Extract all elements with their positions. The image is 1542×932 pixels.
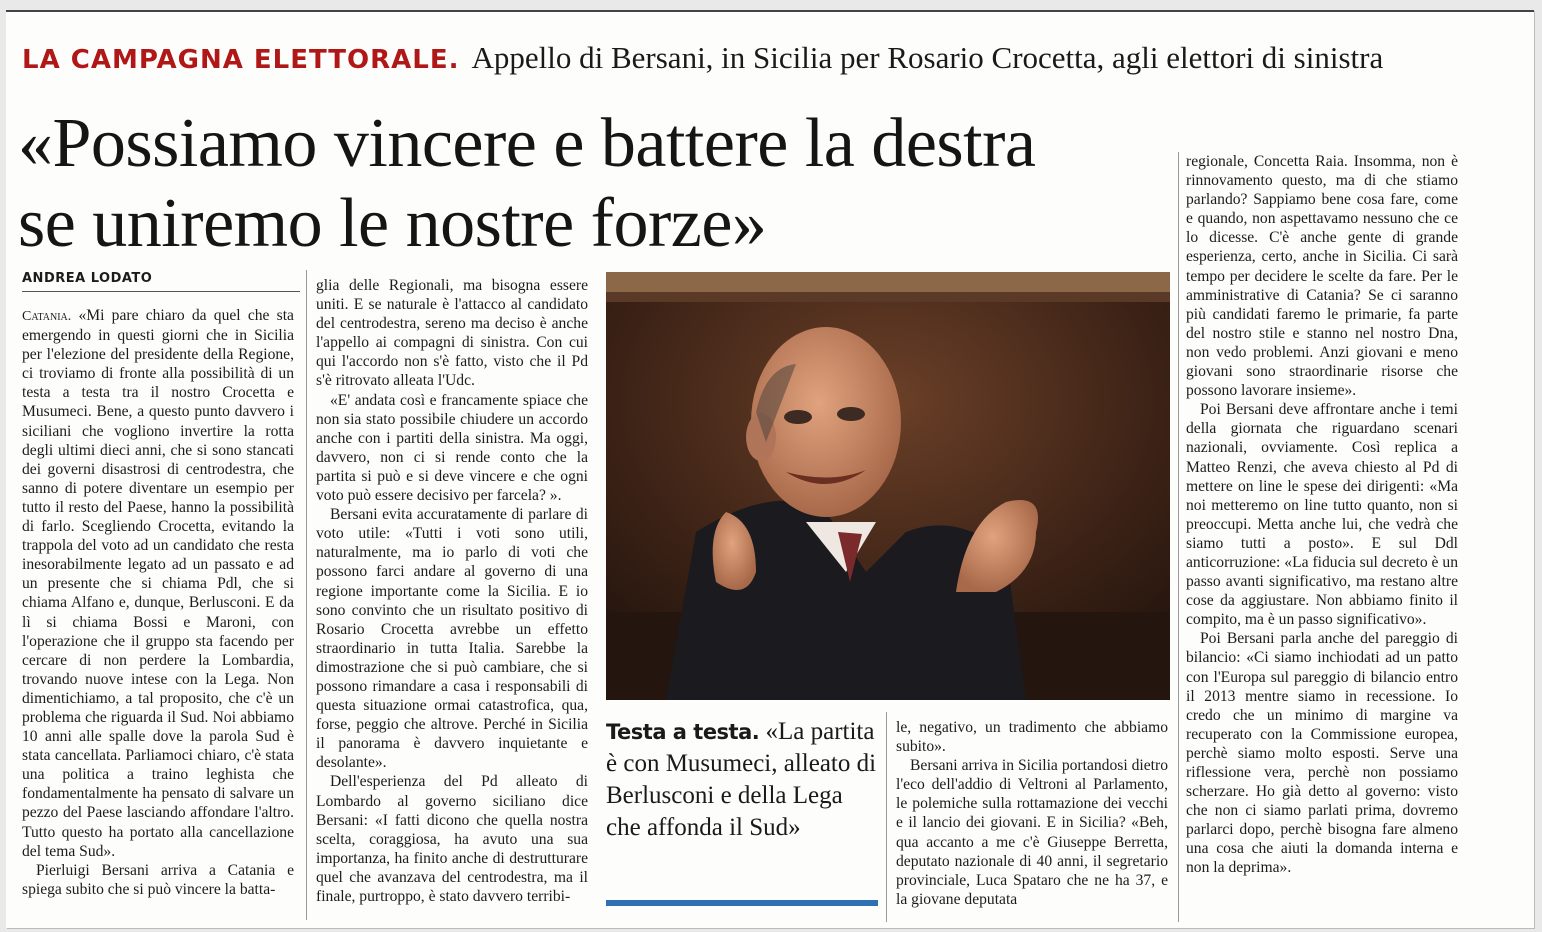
paragraph: Poi Bersani parla anche del pareggio di bilancio: «Ci siamo inchiodati ad un patto con l'Europa sul pareggio di bilancio entro il 2013 mentre siamo in recessione. Io credo che un minimo di margine va recuperato con la Commissione europea, perchè siamo molto esposti. Serve una riflessione vera, perchè non possiamo scherzare. Ho già detto al governo: visto che non ci siamo parlati prima, dovremo parlarci dopo, perchè bisogna fare almeno una cosa che aiuti la domanda interna e non la deprima». <box>1186 630 1458 877</box>
headline-line: «Possiamo vincere e battere la destra <box>18 105 1036 182</box>
column-divider <box>886 712 887 922</box>
text-column-4 <box>1186 152 1458 878</box>
byline: ANDREA LODATO <box>22 271 153 286</box>
paragraph-text: «Mi pare chiaro da quel che sta emergendo in questi giorni che in Sicilia per l'elezione del presidente della Regione, ci troviamo di fronte alla possibilità di un testa a testa tra il nostro Crocetta e Musumeci. Bene, a questo punto davvero i siciliani che vogliono invertire la rotta degli ultimi dieci anni, che si sono stancati dei governi disastrosi di centrodestra, che sanno di potere diventare un esempio per tutto il resto del Paese, hanno la possibilità di farlo. Scegliendo Crocetta, evitando la trappola del voto ad un candidato che resta inesorabilmente legato ad un passato e ad un presente che si chiama Pdl, che si chiama Alfano e, dunque, Berlusconi. E da lì si chiama Bossi e Maroni, con l'operazione che il gruppo sta facendo per cercare di non perdere la Lombardia, trovando nuove intese con la Lega. Non dimentichiamo, a tal proposito, che c'è un problema che riguarda il Sud. Noi abbiamo 10 anni alle spalle dove la parola Sud è stata cancellata. Parliamoci chiaro, c'è stata una politica a traino leghista che fondamentalmente ha pensato di salvare un pezzo del Paese lasciando affondare l'altro. Tutto questo ha portato alla cancellazione del tema Sud». <box>22 307 294 860</box>
paragraph <box>22 306 294 861</box>
caption-accent-bar <box>606 900 878 906</box>
paragraph: Bersani evita accuratamente di parlare di voto utile: «Tutti i voti sono utili, naturalmente, ma io parlo di voti che possono farci andare al governo di una regione importante come la Sicilia. E io sono convinto che un risultato positivo di Rosario Crocetta avrebbe un effetto straordinario in tutta Italia. Sarebbe la dimostrazione che si può cambiare, che si possono rimandare a casa i responsabili di questa situazione ormai catastrofica, qua, forse, peggio che altrove. Perché in Sicilia il panorama è davvero inquietante e desolante». <box>316 506 588 772</box>
text-column-2 <box>316 276 588 906</box>
column-divider <box>1178 152 1179 922</box>
byline-rule <box>22 291 300 292</box>
pierluigi-bersani-photo <box>606 272 1170 700</box>
paragraph: le, negativo, un tradimento che abbiamo subito». <box>896 719 1168 756</box>
text-column-1 <box>22 306 294 899</box>
paragraph: glia delle Regionali, ma bisogna essere uniti. E se naturale è l'attacco al candidato del centrodestra, sereno ma deciso è anche l'appello ai compagni di sinistra. Con cui qui l'accordo non s'è fatto, visto che il Pd s'è ritrovato alleata l'Udc. <box>316 277 588 390</box>
column-divider <box>306 270 307 920</box>
paragraph: «E' andata così e francamente spiace che non sia stato possibile chiudere un accordo anche con i partiti della sinistra. Ma oggi, davvero, non ci si rende conto che la partita si può e si deve vincere e che ogni voto può essere decisivo per farcela? ». <box>316 391 588 505</box>
section-kicker: LA CAMPAGNA ELETTORALE. <box>22 45 460 75</box>
caption-lead: Testa a testa. <box>606 720 760 744</box>
article-kicker <box>22 40 1383 76</box>
headline-line: se uniremo le nostre forze» <box>18 185 767 262</box>
caption-text: «La partita è con Musumeci, alleato di Berlusconi e della Lega che affonda il Sud» <box>606 718 877 841</box>
paragraph: Dell'esperienza del Pd alleato di Lombardo al governo siciliano dice Bersani: «I fatti dicono che quella nostra scelta, coraggiosa, ha avuto una sua importanza, ha finito anche di destrutturare quel che avanzava del centrodestra, ma il finale, purtroppo, è stato davvero terribi- <box>316 773 588 905</box>
article-subtitle: Appello di Bersani, in Sicilia per Rosario Crocetta, agli elettori di sinistra <box>471 40 1384 75</box>
dateline: Catania. <box>22 309 72 324</box>
article-headline <box>18 104 1188 264</box>
newspaper-page <box>6 10 1534 928</box>
photo-caption <box>606 716 878 844</box>
text-column-3 <box>896 718 1168 909</box>
paragraph: Pierluigi Bersani arriva a Catania e spiega subito che si può vincere la batta- <box>22 861 294 898</box>
paragraph: regionale, Concetta Raia. Insomma, non è rinnovamento questo, ma di che stiamo parlando? Sappiamo bene cosa fare, come e quando, non aspettavamo nessuno che ce lo dicesse. C'è anche gente di grande esperienza, certo, anche in Sicilia. Ci sarà tempo per decidere le scelte da fare. Per le amministrative di Catania? Se ci saranno più candidati faremo le primarie, fa parte del nostro stile e stanno nel nostro Dna, non vedo problemi. Anzi giovani e meno giovani sono straordinarie risorse che possono lavorare insieme». <box>1186 153 1458 400</box>
paragraph: Bersani arriva in Sicilia portandosi dietro l'eco dell'addio di Veltroni al Parlamento, le polemiche sulla rottamazione dei vecchi e il lancio dei giovani. E in Sicilia? «Beh, qua accanto a me c'è Giuseppe Berretta, deputato nazionale di 40 anni, il segretario provinciale, Luca Spataro che ne ha 37, e la giovane deputata <box>896 757 1168 908</box>
paragraph: Poi Bersani deve affrontare anche i temi della giornata che riguardano scenari nazionali, ovviamente. Così replica a Matteo Renzi, che aveva chiesto al Pd di mettere on line le spese dei dirigenti: «Ma noi metteremo on line tutto quanto, non si preoccupi. Metta anche lui, che vedrà che siamo tutti a posto». E sul Ddl anticorruzione: «La fiducia sul decreto è un passo avanti significativo, ma restano altre cose da aggiustare. Non abbiamo finito il compito, ma è un passo significativo». <box>1186 401 1458 629</box>
